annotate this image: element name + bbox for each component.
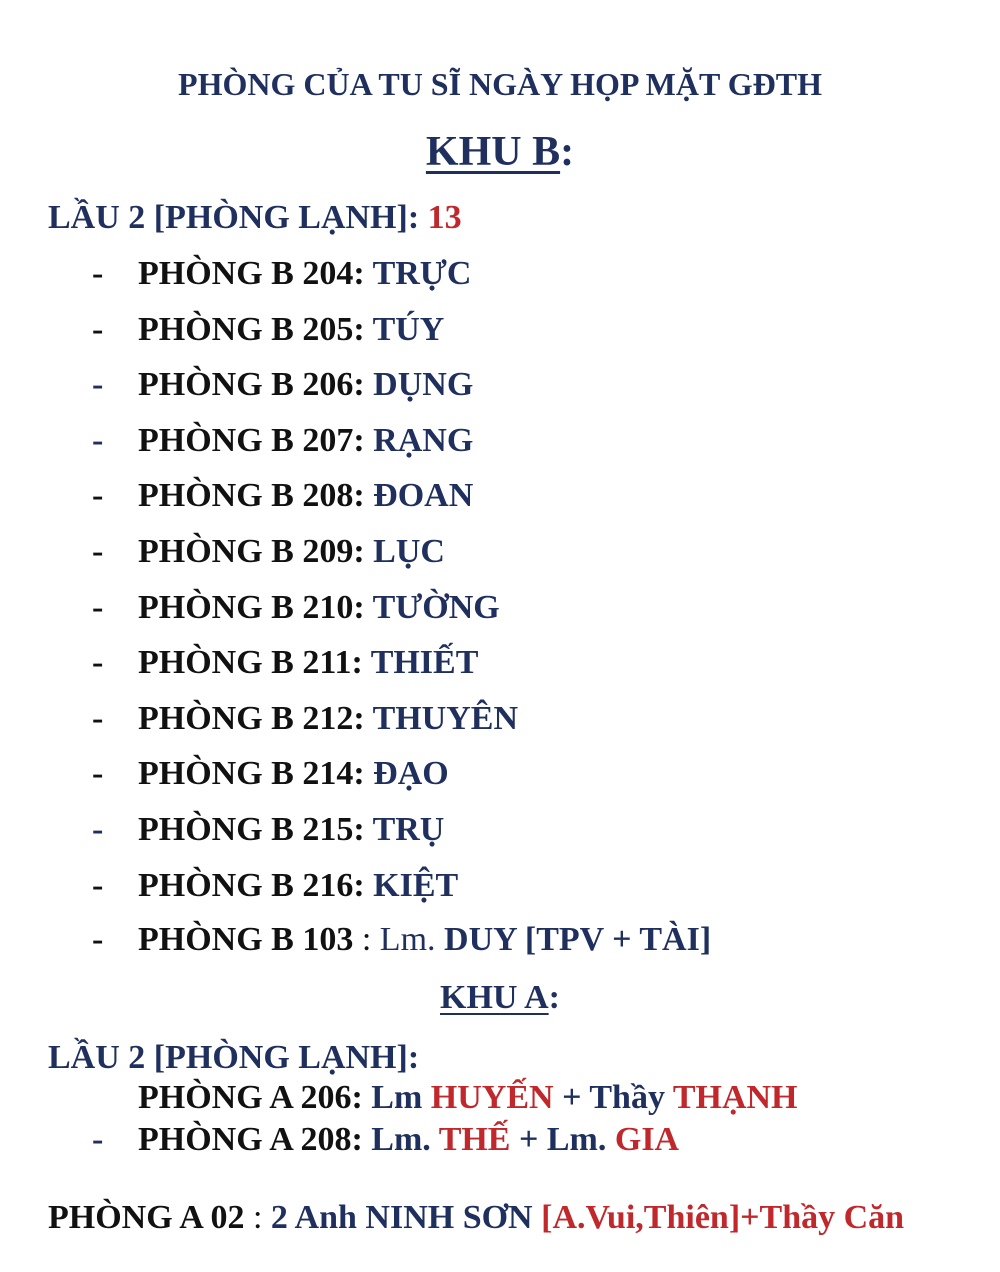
list-item-b103 — [92, 918, 711, 962]
occupant-name: TRỰC — [372, 255, 472, 292]
room-separator: : — [353, 921, 380, 958]
list-dash: - — [92, 811, 104, 848]
floor-heading-a: LẦU 2 [PHÒNG LẠNH]: — [48, 1039, 420, 1076]
room-label: PHÒNG B 216: — [138, 866, 365, 904]
floor-b-count: 13 — [427, 199, 462, 236]
list-dash: - — [92, 921, 104, 958]
room-label: PHÒNG B 206: — [138, 366, 365, 404]
list-dash: - — [92, 533, 104, 570]
list-dash: - — [92, 588, 104, 626]
occupant-joiner: + Thầy — [553, 1079, 673, 1116]
list-dash: - — [92, 866, 104, 904]
list-item — [92, 641, 478, 685]
list-item — [92, 363, 473, 407]
room-separator: : — [244, 1199, 271, 1236]
occupant-name: DỤNG — [373, 366, 474, 404]
khu-a-label: KHU A — [440, 979, 549, 1016]
occupant-joiner: + Lm. — [510, 1121, 615, 1158]
room-label: PHÒNG A 208: — [138, 1121, 363, 1158]
occupant-name: RẠNG — [373, 421, 474, 459]
occupant-name: KIỆT — [373, 866, 459, 904]
occupant-title: Lm. — [362, 1121, 439, 1158]
list-item-a208 — [92, 1118, 679, 1162]
room-label: PHÒNG B 211: — [138, 644, 363, 682]
list-item — [92, 474, 473, 518]
room-label: PHÒNG B 208: — [138, 477, 365, 515]
room-label: PHÒNG B 103 — [138, 921, 354, 958]
room-label: PHÒNG B 214: — [138, 755, 365, 793]
list-dash: - — [92, 310, 104, 348]
occupant-description: 2 Anh NINH SƠN — [270, 1199, 542, 1236]
list-item — [92, 252, 471, 296]
occupant-name: HUYẾN — [430, 1079, 554, 1116]
list-item — [92, 530, 445, 574]
room-label: PHÒNG B 215: — [138, 811, 365, 848]
page-title: PHÒNG CỦA TU SĨ NGÀY HỌP MẶT GĐTH — [178, 66, 822, 102]
occupant-name: DUY [TPV + TÀI] — [435, 921, 712, 958]
khu-b-colon: : — [560, 129, 575, 175]
list-item-a02 — [48, 1196, 904, 1240]
list-item — [92, 419, 473, 463]
khu-a-colon: : — [548, 979, 560, 1016]
list-dash: - — [92, 477, 104, 515]
occupant-name: ĐOAN — [373, 477, 474, 515]
list-dash: - — [92, 421, 104, 459]
section-heading-khu-a — [0, 976, 1000, 1020]
list-dash: - — [92, 699, 104, 737]
list-item — [92, 586, 500, 630]
occupant-name: THẾ — [438, 1121, 511, 1158]
room-label: PHÒNG A 206: — [138, 1079, 363, 1116]
room-label: PHÒNG B 204: — [138, 255, 365, 292]
occupant-name: THẠNH — [672, 1079, 798, 1116]
occupant-name: ĐẠO — [373, 755, 449, 793]
list-item — [92, 752, 449, 796]
khu-b-label: KHU B — [425, 129, 561, 175]
occupant-name: LỤC — [373, 533, 445, 570]
occupant-name: GIA — [614, 1121, 680, 1158]
list-dash: - — [92, 1121, 104, 1158]
occupant-name: TƯỜNG — [372, 588, 500, 626]
occupant-title: Lm — [362, 1079, 431, 1116]
list-item-a206 — [92, 1076, 798, 1120]
room-label: PHÒNG A 02 — [48, 1199, 245, 1236]
list-dash: - — [92, 255, 104, 292]
section-heading-khu-b — [0, 124, 1000, 180]
list-dash: - — [92, 644, 104, 682]
occupant-title: Lm. — [379, 921, 436, 958]
occupant-name: THUYÊN — [372, 699, 519, 737]
room-label: PHÒNG B 212: — [138, 699, 365, 737]
occupant-names: [A.Vui,Thiên]+Thầy Căn — [541, 1199, 905, 1236]
list-item — [92, 808, 444, 852]
list-item — [92, 864, 458, 908]
list-dash: - — [92, 366, 104, 404]
list-dash: - — [92, 755, 104, 793]
room-label: PHÒNG B 205: — [138, 310, 365, 348]
room-label: PHÒNG B 210: — [138, 588, 365, 626]
room-label: PHÒNG B 207: — [138, 421, 365, 459]
floor-heading-b — [48, 196, 462, 240]
occupant-name: THIẾT — [370, 644, 479, 682]
occupant-name: TRỤ — [372, 811, 445, 848]
room-label: PHÒNG B 209: — [138, 533, 365, 570]
list-item — [92, 308, 444, 352]
occupant-name: TÚY — [372, 310, 445, 348]
list-item — [92, 697, 518, 741]
floor-b-label: LẦU 2 [PHÒNG LẠNH]: — [48, 199, 420, 236]
